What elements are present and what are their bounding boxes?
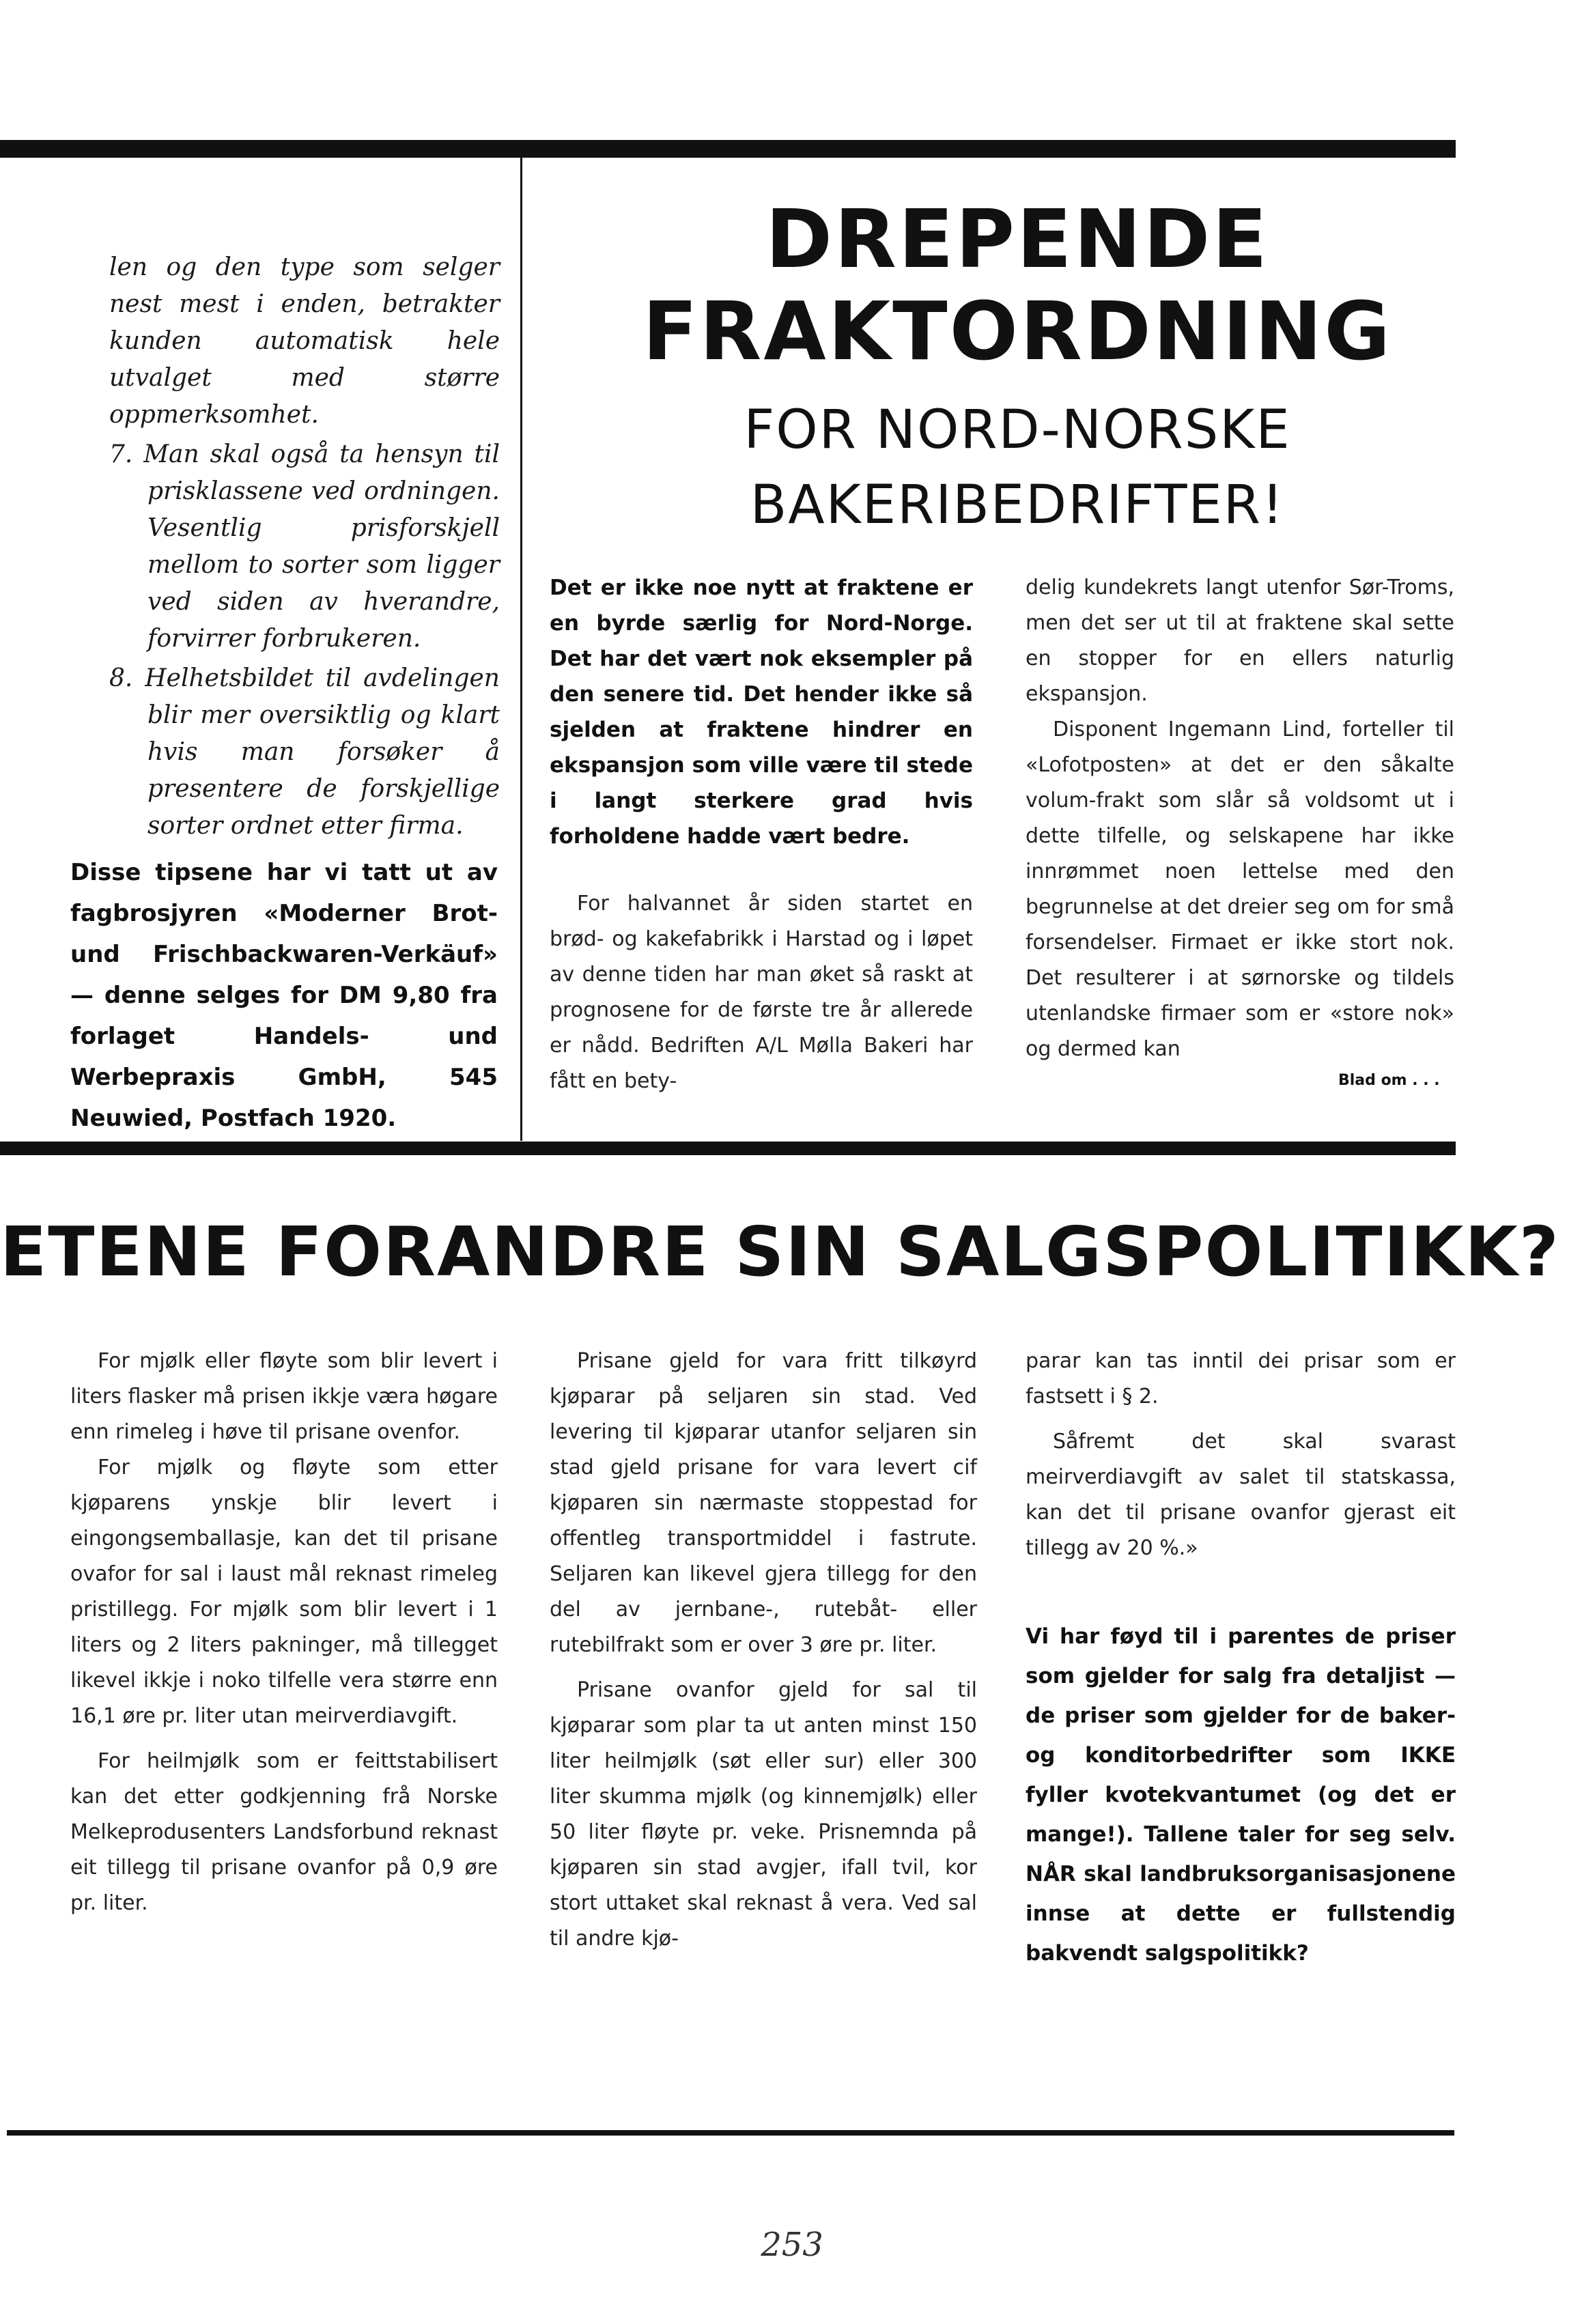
- bottom-col1: [70, 1344, 498, 1921]
- headline-line-3: FOR NORD-NORSKE: [744, 399, 1291, 461]
- bottom-rule: [7, 2130, 1454, 2136]
- bottom-col1-p1: For mjølk eller fløyte som blir levert i liters flasker må prisen ikkje væra høgare enn rimeleg i høve til prisane ovenfor.: [70, 1349, 498, 1444]
- article-top-col2-p1: delig kundekrets langt utenfor Sør-Troms, men det ser ut til at fraktene skal sette en stopper for en ellers naturlig ekspansjon.: [1026, 576, 1454, 706]
- continue-note: Blad om . . .: [1338, 1072, 1440, 1089]
- tip-7: 7. Man skal også ta hensyn til prisklassene ved ordningen. Vesentlig prisforskjell mellom to sorter som ligger ved siden av hverandre, forvirrer forbrukeren.: [109, 440, 500, 653]
- article-top-col2: [1026, 570, 1454, 1067]
- editor-note: Vi har føyd til i parentes de priser som gjelder for salg fra detaljist — de priser som gjelder for de baker- og konditorbedrifter som IKKE fyller kvotekvantumet (og det er mange!). Tallene taler for seg selv. NÅR skal landbruksorganisasjonene innse at dette er fullstendig bakvendt salgspolitikk?: [1026, 1624, 1456, 1966]
- bottom-col1-p2: For mjølk og fløyte som etter kjøparens ynskje blir levert i eingongsemballasje, kan det til prisane ovafor for sal i laust mål reknast rimeleg pristillegg. For mjølk som blir levert i 1 liters og 2 liters pakninger, må tillegget likevel ikkje i noko tilfelle vera større enn 16,1 øre pr. liter utan meirverdiavgift.: [70, 1456, 498, 1728]
- headline-line-4: BAKERIBEDRIFTER!: [750, 474, 1285, 536]
- tips-column: [109, 249, 500, 845]
- middle-rule: [0, 1142, 1456, 1155]
- article-top-col1-paragraph: For halvannet år siden startet en brød- og kakefabrikk i Harstad og i løpet av denne tiden har man øket så raskt at prognosene for de første tre år allerede er nådd. Bedriften A/L Mølla Bakeri har fått en bety-: [550, 892, 973, 1093]
- article-top-col2-p2: Disponent Ingemann Lind, forteller til «Lofotposten» at det er den såkalte volum-frakt som slår så voldsomt ut i dette tilfelle, og selskapene har ikke innrømmet noen lettelse med den begrunnelse at det dreier seg om for små forsendelser. Firmaet er ikke stort nok. Det resulterer i at sørnorske og tildels utenlandske firmaer som er «store nok» og dermed kan: [1026, 718, 1454, 1061]
- bottom-headline: ETENE FORANDRE SIN SALGSPOLITIKK?: [0, 1212, 1560, 1292]
- source-note: Disse tipsene har vi tatt ut av fagbrosjyren «Moderner Brot- und Frischbackwaren-Verkäuf» — denne selges for DM 9,80 fra forlaget Handels- und Werbepraxis GmbH, 545 Neuwied, Postfach 1920.: [70, 859, 498, 1132]
- tips-intro: len og den type som selger nest mest i enden, betrakter kunden automatisk hele utvalget med større oppmerksomhet.: [109, 253, 500, 429]
- top-rule: [0, 140, 1456, 158]
- headline-line-1: DREPENDE: [765, 192, 1269, 286]
- tip-8: 8. Helhetsbildet til avdelingen blir mer oversiktlig og klart hvis man forsøker å presentere de forskjellige sorter ordnet etter firma.: [109, 664, 500, 840]
- bottom-col3-p1: parar kan tas inntil dei prisar som er fastsett i § 2.: [1026, 1349, 1456, 1408]
- article-top-col1-body: [550, 886, 973, 1099]
- bottom-col2: [550, 1344, 977, 1957]
- bottom-col2-p2: Prisane ovanfor gjeld for sal til kjøparar som plar ta ut anten minst 150 liter heilmjølk (søt eller sur) eller 300 liter skumma mjølk (og kinnemjølk) eller 50 liter fløyte pr. veke. Prisnemnda på kjøparen sin stad avgjer, ifall tvil, kor stort uttaket skal reknast å vera. Ved sal til andre kjø-: [550, 1678, 977, 1951]
- bottom-col3-p2: Såfremt det skal svarast meirverdiavgift av salet til statskassa, kan det til prisane ovanfor gjerast eit tillegg av 20 %.»: [1026, 1430, 1456, 1560]
- bottom-col1-p3: For heilmjølk som er feittstabilisert kan det etter godkjenning frå Norske Melkeprodusenters Landsforbund reknast eit tillegg til prisane ovanfor på 0,9 øre pr. liter.: [70, 1749, 498, 1915]
- bottom-col2-p1: Prisane gjeld for vara fritt tilkøyrd kjøparar på seljaren sin stad. Ved levering til kjøparar utanfor seljaren sin stad gjeld prisane for vara levert cif kjøparen sin nærmaste stoppestad for offentleg transportmiddel i fastrute. Seljaren kan likevel gjera tillegg for den del av jernbane-, rutebåt- eller rutebilfrakt som er over 3 øre pr. liter.: [550, 1349, 977, 1657]
- headline-line-2: FRAKTORDNING: [642, 284, 1393, 378]
- column-divider: [520, 158, 522, 1141]
- bottom-col3: [1026, 1344, 1456, 1566]
- page-number: 253: [761, 2226, 823, 2264]
- article-lead: Det er ikke noe nytt at fraktene er en byrde særlig for Nord-Norge. Det har det vært nok eksempler på den senere tid. Det hender ikke så sjelden at fraktene hindrer en ekspansjon som ville være til stede i langt sterkere grad hvis forholdene hadde vært bedre.: [550, 576, 973, 849]
